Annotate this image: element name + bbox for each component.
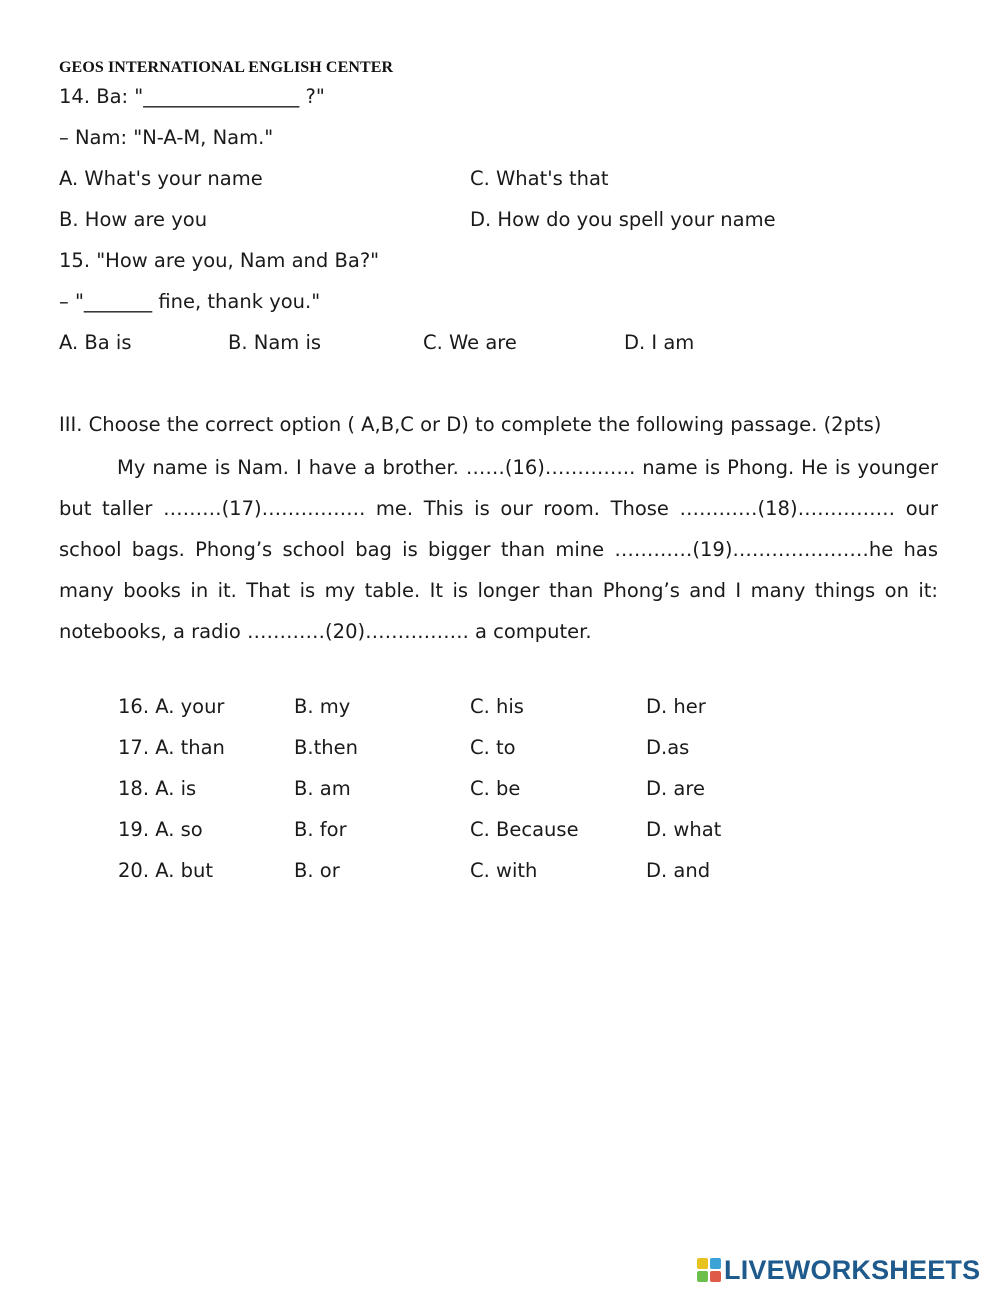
choice-17-b: B.then <box>294 736 358 759</box>
school-header: GEOS INTERNATIONAL ENGLISH CENTER <box>59 59 394 76</box>
logo-square-1 <box>697 1258 708 1269</box>
q14-answer: – Nam: "N-A-M, Nam." <box>59 126 274 149</box>
section3-instruction: III. Choose the correct option ( A,B,C or D) to complete the following passage. (2pts) <box>59 413 882 436</box>
choice-17-d: D.as <box>646 736 690 759</box>
choice-16-b: B. my <box>294 695 351 718</box>
choice-18-d: D. are <box>646 777 705 800</box>
choice-20-a: 20. A. but <box>118 859 213 882</box>
choice-19-a: 19. A. so <box>118 818 203 841</box>
liveworksheets-logo[interactable] <box>697 1255 980 1285</box>
choice-17-a: 17. A. than <box>118 736 225 759</box>
q15-answer: – "_______ fine, thank you." <box>59 290 321 313</box>
q15-option-d: D. I am <box>624 331 695 354</box>
q15-prompt: 15. "How are you, Nam and Ba?" <box>59 249 380 272</box>
choice-16-d: D. her <box>646 695 706 718</box>
choice-18-b: B. am <box>294 777 351 800</box>
q14-option-b: B. How are you <box>59 208 208 231</box>
choice-16-c: C. his <box>470 695 524 718</box>
q15-option-c: C. We are <box>423 331 517 354</box>
choice-16-a: 16. A. your <box>118 695 225 718</box>
choice-20-d: D. and <box>646 859 711 882</box>
logo-text: LIVEWORKSHEETS <box>724 1254 981 1285</box>
choice-19-d: D. what <box>646 818 722 841</box>
choice-19-b: B. for <box>294 818 347 841</box>
choice-17-c: C. to <box>470 736 516 759</box>
choice-18-c: C. be <box>470 777 521 800</box>
section3-passage <box>59 447 938 652</box>
logo-square-2 <box>710 1258 721 1269</box>
choice-20-b: B. or <box>294 859 340 882</box>
q15-option-b: B. Nam is <box>228 331 322 354</box>
logo-square-4 <box>710 1271 721 1282</box>
choice-20-c: C. with <box>470 859 538 882</box>
q14-prompt: 14. Ba: "________________ ?" <box>59 85 325 108</box>
passage-text: My name is Nam. I have a brother. ……(16)………….. name is Phong. He is younger but taller ………(17)……………. me. This is our room. Those …………(18)…………… our school bags. Phong’s school bag is bigger than mine …………(19)…………………he has many books in it. That is my table. It is longer than Phong’s and I many things on it: notebooks, a radio …………(20)……………. a computer. <box>59 456 938 643</box>
choice-18-a: 18. A. is <box>118 777 197 800</box>
q14-option-c: C. What's that <box>470 167 609 190</box>
choice-19-c: C. Because <box>470 818 579 841</box>
liveworksheets-logo-icon <box>697 1258 721 1282</box>
q15-option-a: A. Ba is <box>59 331 132 354</box>
logo-square-3 <box>697 1271 708 1282</box>
q14-option-a: A. What's your name <box>59 167 263 190</box>
q14-option-d: D. How do you spell your name <box>470 208 776 231</box>
